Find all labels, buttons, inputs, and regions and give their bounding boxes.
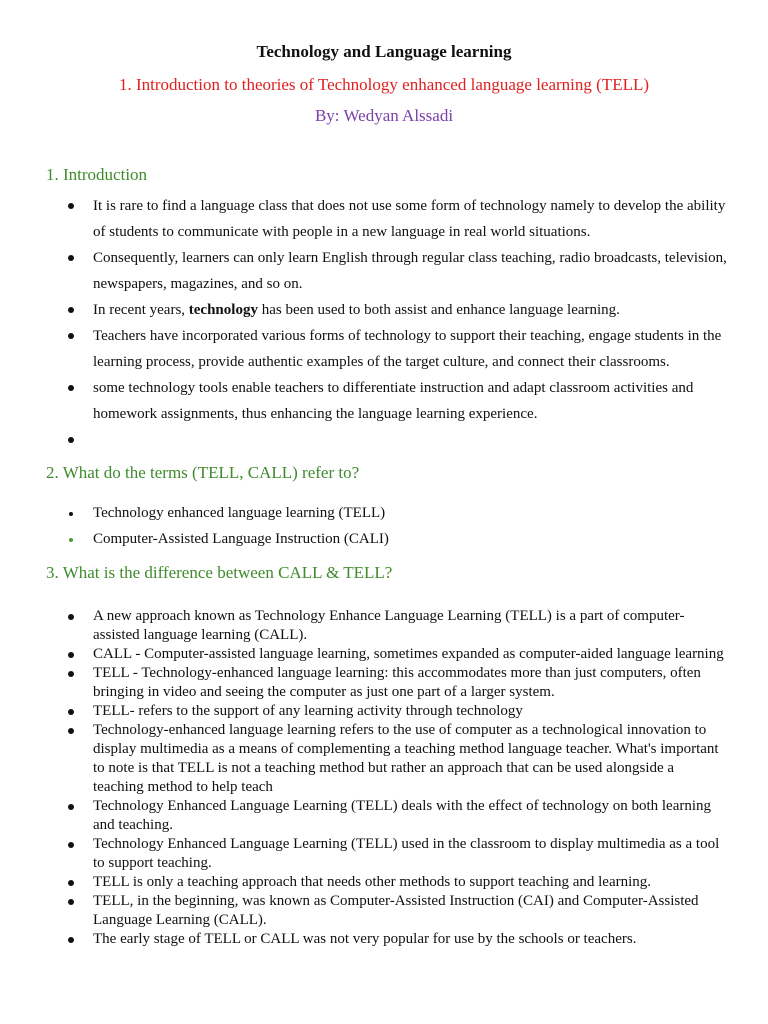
list-item: [0, 721, 768, 797]
bullet-icon: [68, 307, 74, 313]
list-item: [0, 892, 768, 930]
bullet-icon: [68, 728, 74, 734]
list-item-text: some technology tools enable teachers to differentiate instruction and adapt classroom activities and homework assignments, thus enhancing the language learning experience.: [93, 380, 694, 422]
list-item-text-pre: In recent years,: [93, 302, 189, 318]
list-item: [0, 930, 768, 949]
list-item-empty: [0, 427, 768, 453]
section-heading-introduction: 1. Introduction: [46, 165, 148, 184]
terms-list: [0, 500, 768, 552]
bullet-icon: [68, 385, 74, 391]
list-item-text: Consequently, learners can only learn English through regular class teaching, radio broadcasts, television, newspapers, magazines, and so on.: [93, 250, 727, 292]
bullet-icon: [68, 709, 74, 715]
bullet-icon: [68, 255, 74, 261]
list-item: [0, 873, 768, 892]
list-item-text: Computer-Assisted Language Instruction (CALI): [93, 531, 389, 547]
list-item: [0, 500, 768, 526]
list-item-text-bold: technology: [188, 302, 258, 318]
bullet-icon: [68, 937, 74, 943]
section-heading-terms: 2. What do the terms (TELL, CALL) refer to?: [46, 463, 360, 482]
list-item-text: TELL is only a teaching approach that needs other methods to support teaching and learning.: [93, 874, 652, 890]
document-subtitle: 1. Introduction to theories of Technology enhanced language learning (TELL): [118, 75, 650, 94]
bullet-icon: [68, 203, 74, 209]
list-item-text: TELL, in the beginning, was known as Computer-Assisted Instruction (CAI) and Computer-Assisted Language Learning (CALL).: [93, 893, 699, 928]
document-title: Technology and Language learning: [256, 42, 512, 61]
bullet-icon: [68, 899, 74, 905]
bullet-icon: [68, 437, 74, 443]
list-item: [0, 645, 768, 664]
list-item-text: Technology enhanced language learning (TELL): [93, 505, 386, 521]
list-item-text: TELL - Technology-enhanced language learning: this accommodates more than just computers, often bringing in video and seeing the computer as just one part of a larger system.: [93, 665, 701, 700]
list-item: [0, 664, 768, 702]
list-item-text-post: has been used to both assist and enhance language learning.: [257, 302, 620, 318]
list-item: [0, 323, 768, 375]
section-heading-difference: 3. What is the difference between CALL & TELL?: [46, 563, 393, 582]
bullet-icon: [68, 614, 74, 620]
bullet-icon: [68, 652, 74, 658]
bullet-icon: [69, 512, 73, 516]
list-item-text: It is rare to find a language class that does not use some form of technology namely to develop the ability of students to communicate with people in a new language in real world situations.: [93, 198, 726, 240]
list-item-text: CALL - Computer-assisted language learning, sometimes expanded as computer-aided language learning: [93, 646, 724, 662]
list-item: [0, 193, 768, 245]
list-item-text: Technology Enhanced Language Learning (TELL) used in the classroom to display multimedia as a tool to support teaching.: [93, 836, 720, 871]
list-item: [0, 702, 768, 721]
introduction-list: [0, 193, 768, 453]
list-item: [0, 835, 768, 873]
list-item: [0, 607, 768, 645]
bullet-icon: [68, 333, 74, 339]
list-item: [0, 375, 768, 427]
difference-list: [0, 607, 768, 949]
list-item-text: Technology Enhanced Language Learning (TELL) deals with the effect of technology on both learning and teaching.: [93, 798, 712, 833]
list-item: [0, 245, 768, 297]
list-item-text: TELL- refers to the support of any learning activity through technology: [93, 703, 523, 719]
list-item: [0, 797, 768, 835]
list-item-text: Teachers have incorporated various forms of technology to support their teaching, engage students in the learning process, provide authentic examples of the target culture, and connect their classrooms.: [93, 328, 722, 370]
list-item: [0, 526, 768, 552]
bullet-icon: [69, 538, 73, 542]
document-author: By: Wedyan Alssadi: [314, 106, 454, 125]
list-item-text: A new approach known as Technology Enhance Language Learning (TELL) is a part of computer-assisted language learning (CALL).: [93, 608, 685, 643]
bullet-icon: [68, 842, 74, 848]
list-item-text: Technology-enhanced language learning refers to the use of computer as a technological innovation to display multimedia as a means of complementing a teaching method language teacher. What's important to note is that TELL is not a teaching method but rather an approach that can be used alongside a teaching method to help teach: [93, 722, 719, 795]
list-item: [0, 297, 768, 323]
list-item-text: The early stage of TELL or CALL was not very popular for use by the schools or teachers.: [93, 931, 637, 947]
bullet-icon: [68, 804, 74, 810]
bullet-icon: [68, 880, 74, 886]
bullet-icon: [68, 671, 74, 677]
